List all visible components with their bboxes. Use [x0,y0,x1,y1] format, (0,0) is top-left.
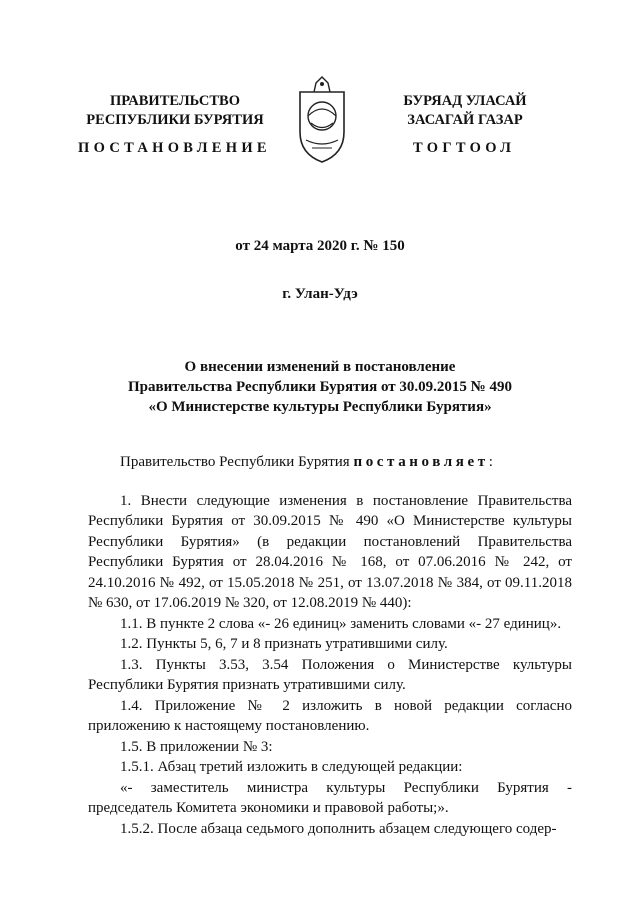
document-kind-russian: ПОСТАНОВЛЕНИЕ [78,140,271,156]
document-kind-buryat: ТОГТООЛ [413,140,516,156]
document-date: от 24 марта 2020 г. № 150 [235,238,405,254]
coat-of-arms-emblem [294,74,350,164]
paragraph-1-1: 1.1. В пункте 2 слова «- 26 единиц» заменить словами «- 27 единиц». [120,615,562,632]
title-line-1: О внесении изменений в постановление [184,359,456,375]
document-city: г. Улан-Удэ [282,286,358,302]
preamble [88,452,572,473]
preamble-text: Правительство Республики Бурятия [120,454,354,470]
issuer-name-russian [65,92,285,130]
issuer-line-1-buryat: БУРЯАД УЛАСАЙ [403,93,527,109]
preamble-end: : [488,454,493,470]
issuer-line-1: ПРАВИТЕЛЬСТВО [110,93,240,109]
preamble-decree-word: постановляет [353,454,489,470]
paragraph-1-3: 1.3. Пункты 3.53, 3.54 Положения о Министерстве культуры Республики Бурятия признать утратившими силу. [88,656,572,693]
document-title [0,357,640,417]
issuer-line-2: РЕСПУБЛИКИ БУРЯТИЯ [86,112,264,128]
title-line-3: «О Министерстве культуры Республики Бурятия» [148,399,492,415]
paragraph-1-5: 1.5. В приложении № 3: [120,738,273,755]
title-line-2: Правительства Республики Бурятия от 30.09.2015 № 490 [127,379,512,395]
issuer-name-buryat [355,92,575,130]
document-body [88,452,572,839]
paragraph-1-2: 1.2. Пункты 5, 6, 7 и 8 признать утратившими силу. [120,636,448,652]
issuer-line-2-buryat: ЗАСАГАЙ ГАЗАР [407,112,523,128]
paragraph-1: 1. Внести следующие изменения в постановление Правительства Республики Бурятия от 30.09.2015 № 490 «О Министерстве культуры Республики Бурятия» (в редакции постановлений Правительства Республики Бурятия от 28.04.2016 № 168, от 07.06.2016 № 242, от 24.10.2016 № 492, от 15.05.2018 № 251, от 13.07.2018 № 384, от 09.11.2018 № 630, от 17.06.2019 № 320, от 12.08.2019 № 440): [88,492,572,611]
paragraph-1-5-1: 1.5.1. Абзац третий изложить в следующей редакции: [120,759,463,775]
paragraph-1-4: 1.4. Приложение № 2 изложить в новой редакции согласно приложению к настоящему постановлению. [88,697,572,734]
paragraph-quote: «- заместитель министра культуры Республики Бурятия - председатель Комитета экономики и правовой работы;». [88,779,572,816]
paragraph-1-5-2: 1.5.2. После абзаца седьмого дополнить абзацем следующего содер- [120,820,557,837]
